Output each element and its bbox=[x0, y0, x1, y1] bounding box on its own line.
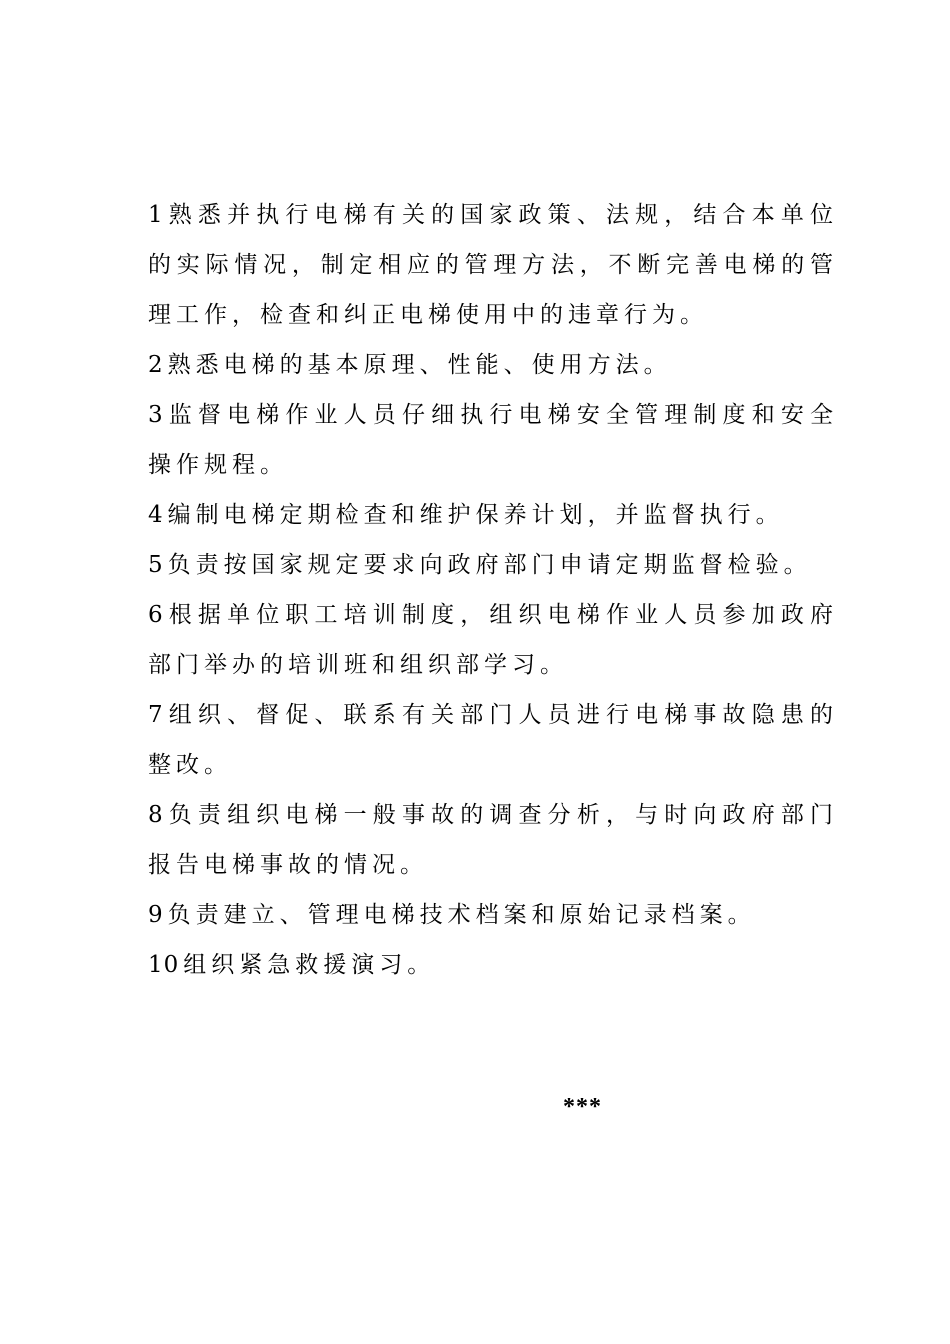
item-text: 监督电梯作业人员仔细执行电梯安全管理制度和安全操作规程。 bbox=[148, 402, 838, 478]
list-item bbox=[148, 690, 838, 790]
item-text: 负责建立、管理电梯技术档案和原始记录档案。 bbox=[167, 902, 756, 928]
duty-list bbox=[148, 190, 838, 990]
list-item bbox=[148, 790, 838, 890]
item-text: 熟悉并执行电梯有关的国家政策、法规，结合本单位的实际情况，制定相应的管理方法，不断完善电梯的管理工作，检查和纠正电梯使用中的违章行为。 bbox=[148, 202, 838, 328]
list-item bbox=[148, 890, 838, 940]
item-number: 6 bbox=[148, 602, 164, 628]
item-number: 9 bbox=[148, 902, 164, 928]
item-text: 组织、督促、联系有关部门人员进行电梯事故隐患的整改。 bbox=[148, 702, 838, 778]
item-number: 5 bbox=[148, 552, 164, 578]
list-item bbox=[148, 340, 838, 390]
item-number: 10 bbox=[148, 952, 180, 978]
list-item bbox=[148, 190, 838, 340]
list-item bbox=[148, 390, 838, 490]
list-item bbox=[148, 490, 838, 540]
list-item bbox=[148, 540, 838, 590]
item-text: 负责按国家规定要求向政府部门申请定期监督检验。 bbox=[167, 552, 812, 578]
signature-mark: *** bbox=[563, 1094, 602, 1120]
item-text: 负责组织电梯一般事故的调查分析，与时向政府部门报告电梯事故的情况。 bbox=[148, 802, 838, 878]
item-text: 熟悉电梯的基本原理、性能、使用方法。 bbox=[167, 352, 672, 378]
item-text: 组织紧急救援演习。 bbox=[183, 952, 436, 978]
item-number: 3 bbox=[148, 402, 164, 428]
item-number: 1 bbox=[148, 202, 164, 228]
item-text: 编制电梯定期检查和维护保养计划，并监督执行。 bbox=[167, 502, 784, 528]
list-item bbox=[148, 940, 838, 990]
item-number: 4 bbox=[148, 502, 164, 528]
item-number: 8 bbox=[148, 802, 164, 828]
list-item bbox=[148, 590, 838, 690]
item-text: 根据单位职工培训制度，组织电梯作业人员参加政府部门举办的培训班和组织部学习。 bbox=[148, 602, 838, 678]
item-number: 7 bbox=[148, 702, 164, 728]
item-number: 2 bbox=[148, 352, 164, 378]
